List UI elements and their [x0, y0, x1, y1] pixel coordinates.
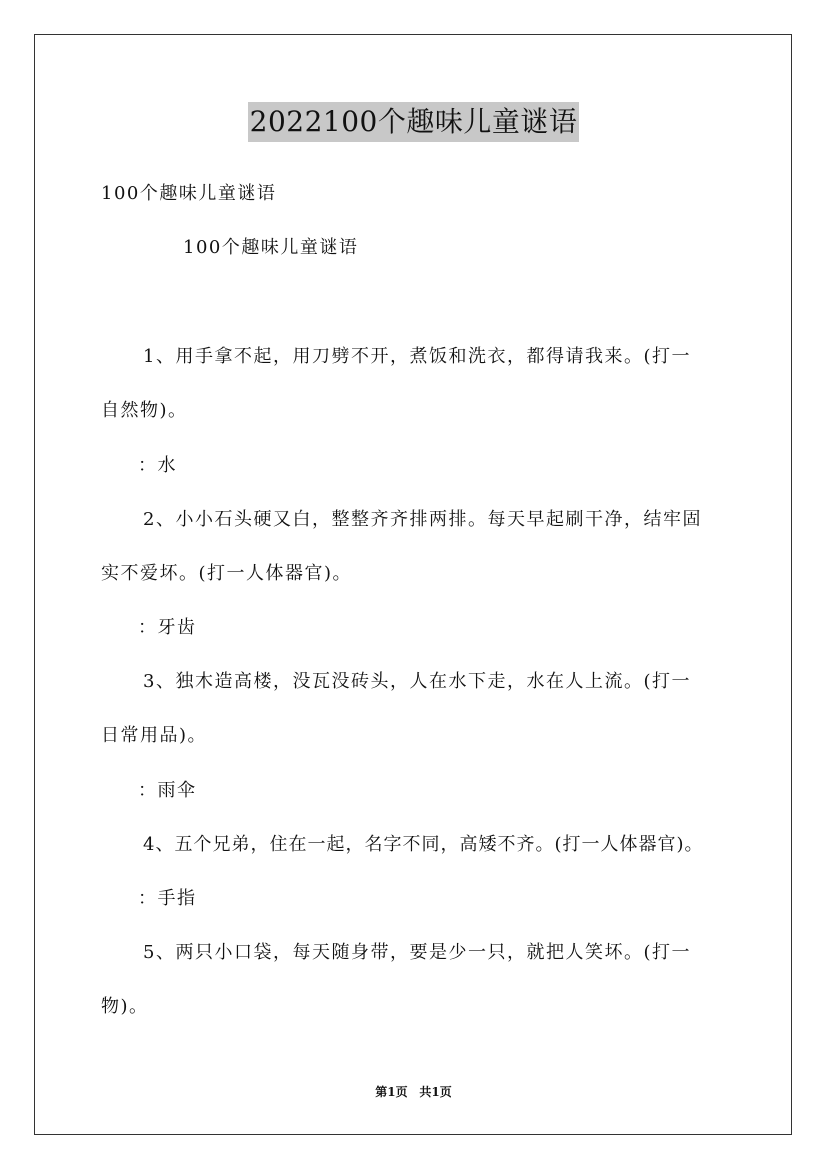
riddle-2-answer: ：牙齿 — [138, 617, 197, 638]
subtitle-indented: 100个趣味儿童谜语 — [183, 237, 359, 258]
document-title: 2022100个趣味儿童谜语 — [248, 102, 580, 142]
title-container — [0, 102, 827, 142]
riddle-2-line-1: 2、小小石头硬又白，整整齐齐排两排。每天早起刷干净，结牢固 — [143, 509, 702, 530]
page-number: 第1页 — [375, 1085, 408, 1099]
riddle-5-line-1: 5、两只小口袋，每天随身带，要是少一只，就把人笑坏。(打一 — [143, 942, 691, 963]
riddle-4-answer: ：手指 — [138, 888, 197, 909]
riddle-3-line-1: 3、独木造高楼，没瓦没砖头，人在水下走，水在人上流。(打一 — [143, 671, 691, 692]
page-total: 共1页 — [419, 1085, 452, 1099]
riddle-1-line-2: 自然物)。 — [101, 400, 188, 421]
subtitle: 100个趣味儿童谜语 — [101, 183, 277, 204]
riddle-2-line-2: 实不爱坏。(打一人体器官)。 — [101, 563, 353, 584]
page-footer — [0, 1084, 827, 1100]
riddle-1-line-1: 1、用手拿不起，用刀劈不开，煮饭和洗衣，都得请我来。(打一 — [143, 346, 691, 367]
riddle-1-answer: ：水 — [138, 455, 177, 476]
riddle-3-line-2: 日常用品)。 — [101, 725, 208, 746]
riddle-3-answer: ：雨伞 — [138, 780, 197, 801]
riddle-4-line-1: 4、五个兄弟，住在一起，名字不同，高矮不齐。(打一人体器官)。 — [143, 834, 704, 855]
riddle-5-line-2: 物)。 — [101, 996, 149, 1017]
